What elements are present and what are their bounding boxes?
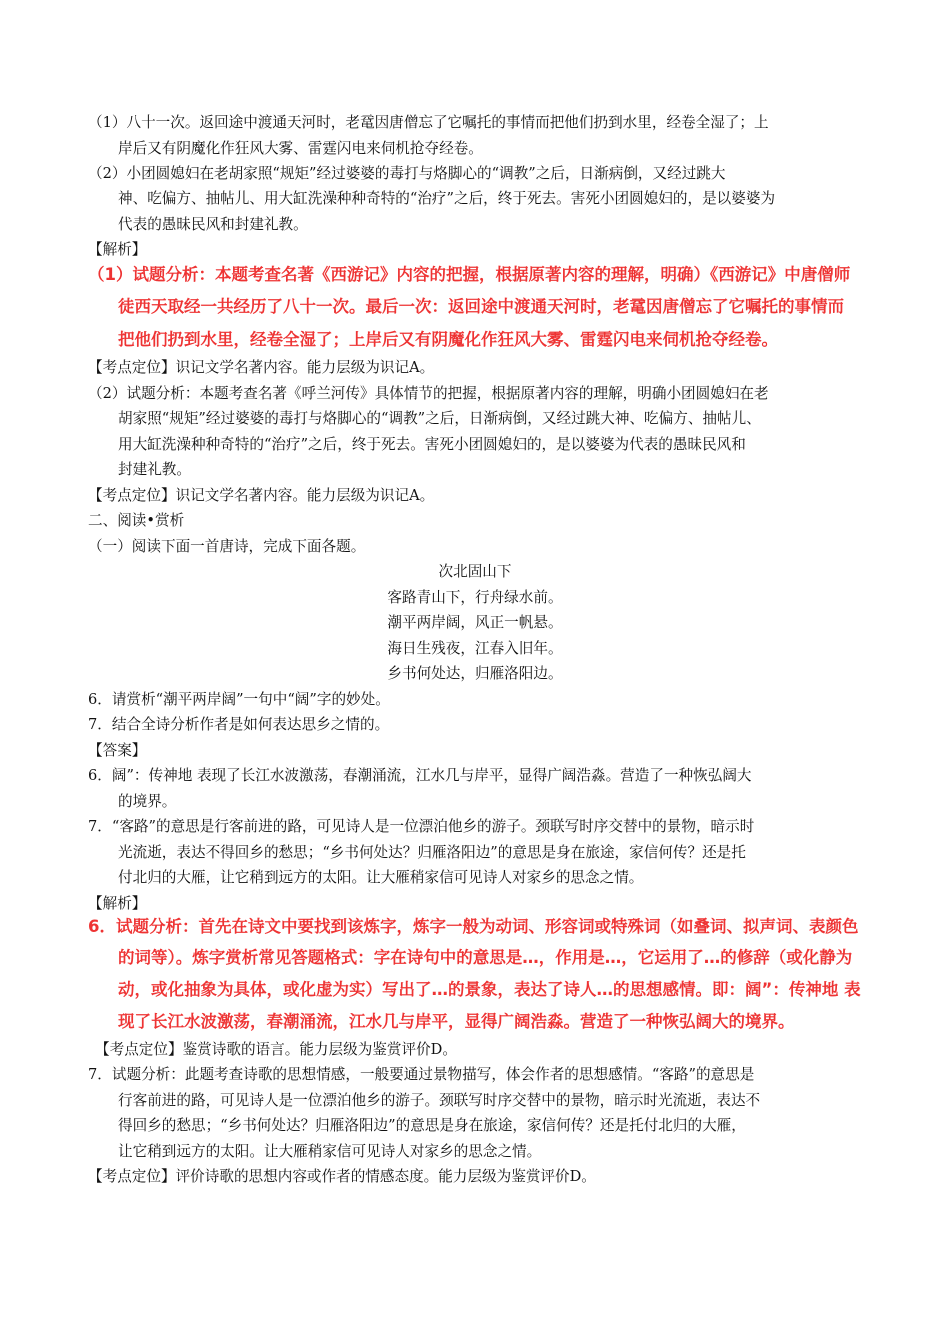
question-7: 7．结合全诗分析作者是如何表达思乡之情的。: [88, 716, 390, 733]
poem-line-1: 客路青山下，行舟绿水前。: [387, 589, 563, 606]
answer-7-line-2: 光流逝，表达不得回乡的愁思；“乡书何处达？归雁洛阳边”的意思是身在旅途，家信何传？还是托: [118, 844, 746, 861]
poem-line-4: 乡书何处达，归雁洛阳边。: [387, 665, 563, 682]
poem-line-2: 潮平两岸阔，风正一帆悬。: [387, 614, 563, 631]
analysis-7-line-1: 7．试题分析：此题考查诗歌的思想情感，一般要通过景物描写，体会作者的思想感情。“客路”的意思是: [88, 1066, 755, 1083]
answer-2-line-2: 神、吃偏方、抽帖儿、用大缸洗澡种种奇特的“治疗”之后，终于死去。害死小团圆媳妇的，是以婆婆为: [118, 190, 776, 207]
answer-2-line-3: 代表的愚昧民风和封建礼教。: [118, 216, 308, 233]
analysis-2-line-1: （2）试题分析：本题考查名著《呼兰河传》具体情节的把握，根据原著内容的理解，明确小团圆媳妇在老: [88, 385, 769, 402]
section-2-intro: （一）阅读下面一首唐诗，完成下面各题。: [88, 538, 366, 555]
analysis-2-line-2: 胡家照“规矩”经过婆婆的毒打与烙脚心的“调教”之后，日渐病倒，又经过跳大神、吃偏方、抽帖儿、: [118, 410, 761, 427]
answer-1-line-2: 岸后又有阴魔化作狂风大雾、雷霆闪电来伺机抢夺经卷。: [118, 140, 483, 157]
poem-line-3: 海日生残夜，江春入旧年。: [387, 640, 563, 657]
analysis-2-line-3: 用大缸洗澡种种奇特的“治疗”之后，终于死去。害死小团圆媳妇的，是以婆婆为代表的愚昧民风和: [118, 436, 746, 453]
analysis-1-red-line-3: 把他们扔到水里，经卷全湿了；上岸后又有阴魔化作狂风大雾、雷霆闪电来伺机抢夺经卷。: [118, 330, 778, 349]
kaodian-7: 【考点定位】评价诗歌的思想内容或作者的情感态度。能力层级为鉴赏评价D。: [88, 1168, 596, 1185]
answer-6-line-2: 的境界。: [118, 793, 177, 810]
kaodian-6: 【考点定位】鉴赏诗歌的语言。能力层级为鉴赏评价D。: [95, 1041, 457, 1058]
analysis-6-red-line-1: 6．试题分析：首先在诗文中要找到该炼字，炼字一般为动词、形容词或特殊词（如叠词、拟声词、表颜色: [88, 917, 859, 936]
section-2-title: 二、阅读•赏析: [88, 512, 185, 529]
analysis-6-red-line-4: 现了长江水波激荡，春潮涌流，江水几与岸平，显得广阔浩淼。营造了一种恢弘阔大的境界。: [118, 1012, 795, 1031]
answer-7-line-1: 7．“客路”的意思是行客前进的路，可见诗人是一位漂泊他乡的游子。颈联写时序交替中的景物，暗示时: [88, 818, 755, 835]
analysis-6-red-line-2: 的词等）。炼字赏析常见答题格式：字在诗句中的意思是…，作用是…，它运用了…的修辞（或化静为: [118, 948, 853, 967]
analysis-label-2: 【解析】: [88, 895, 147, 912]
answer-1-line-1: （1）八十一次。返回途中渡通天河时，老鼋因唐僧忘了它嘱托的事情而把他们扔到水里，经卷全湿了；上: [88, 114, 769, 131]
analysis-1-red-line-1: （1）试题分析：本题考查名著《西游记》内容的把握，根据原著内容的理解，明确）《西游记》中唐僧师: [88, 265, 851, 284]
analysis-6-red-line-3: 动，或化抽象为具体，或化虚为实）写出了…的景象，表达了诗人…的思想感情。即：阔”：传神地 表: [118, 980, 861, 999]
analysis-7-line-4: 让它稍到远方的太阳。让大雁稍家信可见诗人对家乡的思念之情。: [118, 1143, 542, 1160]
analysis-label-1: 【解析】: [88, 241, 147, 258]
kaodian-1: 【考点定位】识记文学名著内容。能力层级为识记A。: [88, 359, 435, 376]
answer-label: 【答案】: [88, 742, 147, 759]
answer-6-line-1: 6．阔”：传神地 表现了长江水波激荡，春潮涌流，江水几与岸平，显得广阔浩淼。营造了一种恢弘阔大: [88, 767, 752, 784]
kaodian-2: 【考点定位】识记文学名著内容。能力层级为识记A。: [88, 487, 435, 504]
analysis-7-line-2: 行客前进的路，可见诗人是一位漂泊他乡的游子。颈联写时序交替中的景物，暗示时光流逝，表达不: [118, 1092, 761, 1109]
question-6: 6．请赏析“潮平两岸阔”一句中“阔”字的妙处。: [88, 691, 390, 708]
analysis-2-line-4: 封建礼教。: [118, 461, 191, 478]
analysis-1-red-line-2: 徒西天取经一共经历了八十一次。最后一次：返回途中渡通天河时，老鼋因唐僧忘了它嘱托的事情而: [118, 297, 844, 316]
analysis-7-line-3: 得回乡的愁思；“乡书何处达？归雁洛阳边”的意思是身在旅途，家信何传？还是托付北归的大雁，: [118, 1117, 746, 1134]
poem-title: 次北固山下: [438, 563, 512, 580]
answer-2-line-1: （2）小团圆媳妇在老胡家照“规矩”经过婆婆的毒打与烙脚心的“调教”之后，日渐病倒，又经过跳大: [88, 165, 726, 182]
answer-7-line-3: 付北归的大雁，让它稍到远方的太阳。让大雁稍家信可见诗人对家乡的思念之情。: [118, 869, 644, 886]
